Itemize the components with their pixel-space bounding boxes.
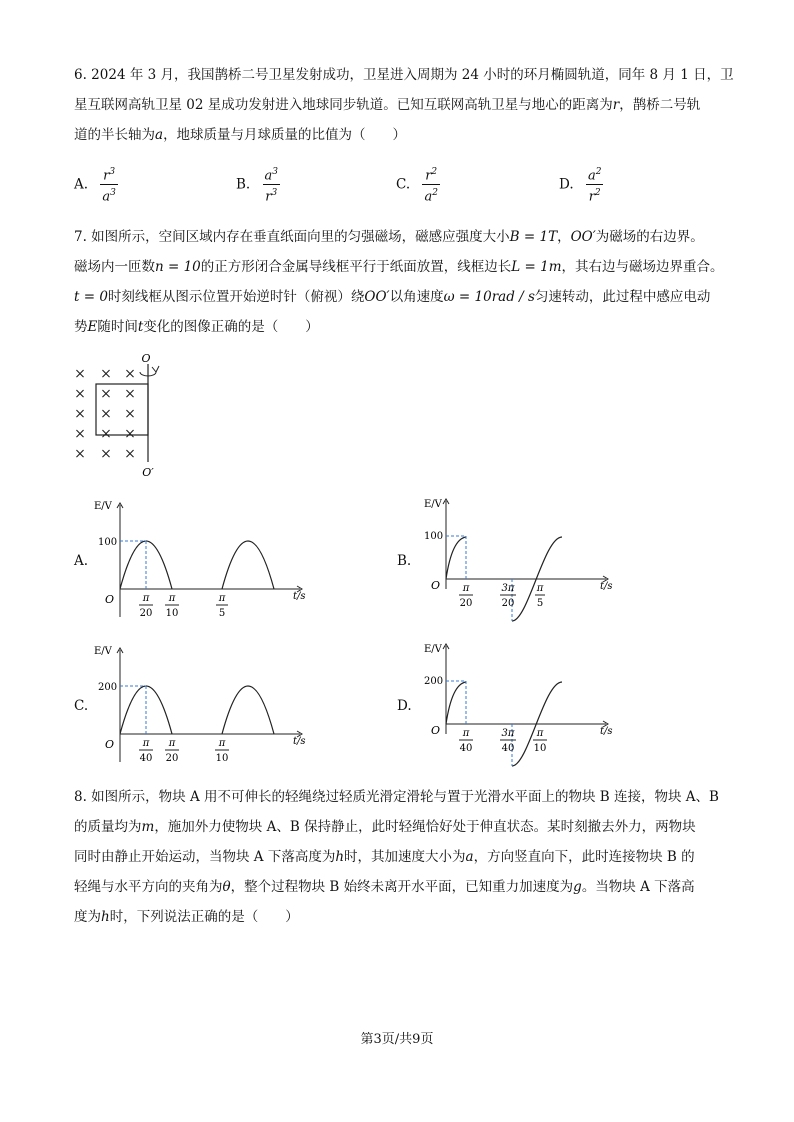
peak-label: 200 — [424, 676, 444, 687]
curve-arc-2 — [222, 541, 274, 589]
x-axis-label: t/s — [600, 726, 613, 737]
peak-label: 100 — [424, 531, 444, 542]
field-mark: × — [124, 406, 136, 422]
field-mark: × — [100, 446, 112, 462]
y-axis-label: E/V — [94, 646, 112, 657]
svg-text:40: 40 — [501, 743, 515, 754]
field-mark: × — [74, 426, 86, 442]
field-mark: × — [100, 426, 112, 442]
origin-label: O — [431, 579, 441, 592]
q7-option-a[interactable]: A. — [74, 553, 89, 569]
svg-text:5: 5 — [218, 608, 226, 619]
field-mark: × — [74, 406, 86, 422]
svg-text:10: 10 — [165, 608, 179, 619]
svg-text:3π: 3π — [501, 583, 515, 594]
graph-d — [416, 642, 616, 772]
graph-c — [90, 642, 310, 772]
svg-text:40: 40 — [139, 753, 153, 764]
origin-label: O — [105, 593, 115, 606]
svg-text:π: π — [218, 738, 226, 749]
svg-text:π: π — [536, 583, 544, 594]
x-axis-label: t/s — [293, 591, 306, 602]
axis-label-bottom: O′ — [142, 466, 154, 479]
q6-option-a[interactable]: A. $\frac{r^3}{a^3}$ — [74, 164, 118, 206]
q6-line-2: 星互联网高轨卫星 02 星成功发射进入地球同步轨道。已知互联网高轨卫星与地心的距离为r，鹊桥二号轨 — [74, 97, 701, 113]
q7-option-c[interactable]: C. — [74, 698, 89, 714]
q8-line-4: 轻绳与水平方向的夹角为θ，整个过程物块 B 始终未离开水平面，已知重力加速度为g。当物块 A 下落高 — [74, 879, 695, 895]
y-axis-label: E/V — [424, 644, 442, 655]
svg-text:20: 20 — [139, 608, 153, 619]
q6-line-3: 道的半长轴为a，地球质量与月球质量的比值为（ ） — [74, 127, 407, 143]
field-mark: × — [124, 426, 136, 442]
peak-label: 200 — [98, 682, 118, 693]
field-mark: × — [124, 366, 136, 382]
q6-option-d[interactable]: D. $\frac{a^2}{r^2}$ — [559, 164, 603, 206]
x-axis-label: t/s — [600, 581, 613, 592]
svg-text:π: π — [218, 593, 226, 604]
svg-text:π: π — [536, 728, 544, 739]
q6-option-c[interactable]: C. $\frac{r^2}{a^2}$ — [396, 164, 440, 206]
peak-label: 100 — [98, 537, 118, 548]
graph-b — [416, 497, 616, 627]
svg-text:π: π — [168, 738, 176, 749]
curve-rise — [446, 682, 466, 724]
x-axis-label: t/s — [293, 736, 306, 747]
svg-text:20: 20 — [501, 598, 515, 609]
axis-label-top: O — [141, 352, 151, 365]
q7-option-d[interactable]: D. — [397, 698, 412, 714]
svg-text:40: 40 — [459, 743, 473, 754]
svg-text:20: 20 — [165, 753, 179, 764]
q8-line-5: 度为h时，下列说法正确的是（ ） — [74, 909, 299, 925]
field-mark: × — [100, 386, 112, 402]
magnetic-field-figure — [60, 350, 180, 480]
curve-arc-2 — [222, 686, 274, 734]
page-footer: 第3页/共9页 — [360, 1032, 434, 1047]
field-mark: × — [74, 386, 86, 402]
curve-rise — [446, 537, 466, 579]
field-mark: × — [74, 366, 86, 382]
origin-label: O — [105, 738, 115, 751]
q7-line-3: t = 0时刻线框从图示位置开始逆时针（俯视）绕OO′以角速度ω = 10rad / s匀速转动，此过程中感应电动 — [74, 289, 711, 305]
svg-text:20: 20 — [459, 598, 473, 609]
svg-text:π: π — [142, 738, 150, 749]
svg-text:3π: 3π — [501, 728, 515, 739]
q8-line-1: 8. 如图所示，物块 A 用不可伸长的轻绳绕过轻质光滑定滑轮与置于光滑水平面上的物块 B 连接，物块 A、B — [74, 789, 719, 805]
svg-text:10: 10 — [215, 753, 229, 764]
q7-option-b[interactable]: B. — [397, 553, 412, 569]
field-mark: × — [100, 366, 112, 382]
q8-line-2: 的质量均为m，施加外力使物块 A、B 保持静止，此时轻绳恰好处于伸直状态。某时刻撤去外力，两物块 — [74, 819, 696, 835]
svg-text:10: 10 — [533, 743, 547, 754]
svg-text:π: π — [168, 593, 176, 604]
q7-line-2: 磁场内一匝数n = 10的正方形闭合金属导线框平行于纸面放置，线框边长L = 1m，其右边与磁场边界重合。 — [74, 259, 724, 275]
origin-label: O — [431, 724, 441, 737]
y-axis-label: E/V — [424, 499, 442, 510]
graph-a — [90, 497, 310, 627]
field-mark: × — [100, 406, 112, 422]
q6-option-b[interactable]: B. $\frac{a^3}{r^3}$ — [236, 164, 280, 206]
svg-text:π: π — [142, 593, 150, 604]
field-mark: × — [124, 446, 136, 462]
svg-text:5: 5 — [536, 598, 544, 609]
q7-line-1: 7. 如图所示，空间区域内存在垂直纸面向里的匀强磁场，磁感应强度大小B = 1T，OO′为磁场的右边界。 — [74, 229, 704, 245]
field-mark: × — [74, 446, 86, 462]
q8-line-3: 同时由静止开始运动，当物块 A 下落高度为h时，其加速度大小为a，方向竖直向下，此时连接物块 B 的 — [74, 849, 695, 865]
svg-text:π: π — [462, 728, 470, 739]
field-mark: × — [124, 386, 136, 402]
q7-line-4: 势E随时间t变化的图像正确的是（ ） — [74, 319, 319, 335]
q6-line-1: 6. 2024 年 3 月，我国鹊桥二号卫星发射成功，卫星进入周期为 24 小时的环月椭圆轨道，同年 8 月 1 日，卫 — [74, 67, 734, 83]
svg-text:π: π — [462, 583, 470, 594]
y-axis-label: E/V — [94, 501, 112, 512]
